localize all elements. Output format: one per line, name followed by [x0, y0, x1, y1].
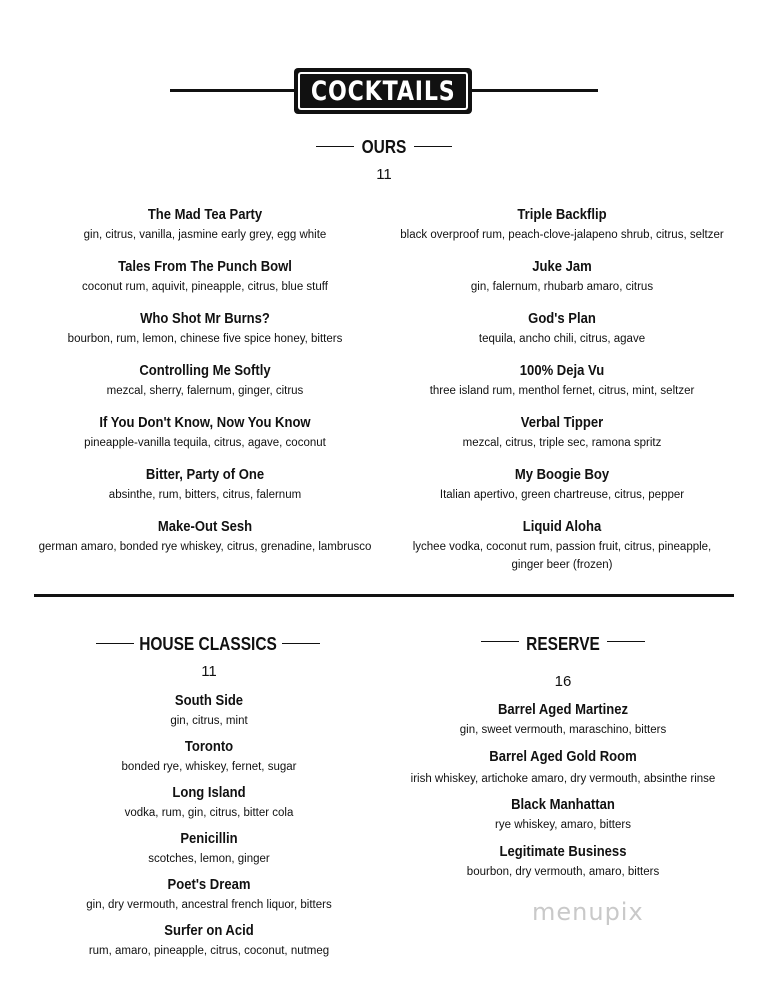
item-desc: mezcal, citrus, triple sec, ramona spritz — [462, 437, 662, 449]
item-name: Black Manhattan — [511, 797, 615, 813]
list-item — [388, 796, 738, 834]
item-name: Liquid Aloha — [522, 519, 602, 535]
item-name: Toronto — [184, 739, 234, 755]
ours-heading: OURS — [361, 137, 407, 157]
list-item — [382, 258, 742, 296]
list-item — [34, 692, 384, 730]
item-desc: black overproof rum, peach-clove-jalapeno shrub, citrus, seltzer — [400, 229, 724, 241]
item-desc: mezcal, sherry, falernum, ginger, citrus — [106, 385, 304, 397]
page-title: COCKTAILS — [310, 75, 456, 107]
item-name: Juke Jam — [532, 259, 592, 275]
item-desc: gin, citrus, mint — [170, 715, 248, 727]
item-name: Penicillin — [180, 831, 238, 847]
item-desc: tequila, ancho chili, citrus, agave — [478, 333, 646, 345]
list-item — [388, 701, 738, 739]
house-rule-left — [96, 643, 134, 644]
item-desc: bonded rye, whiskey, fernet, sugar — [121, 761, 297, 773]
item-name: 100% Deja Vu — [519, 363, 605, 379]
list-item — [30, 466, 380, 504]
list-item — [34, 876, 384, 914]
list-item — [30, 362, 380, 400]
item-desc: bourbon, rum, lemon, chinese five spice honey, bitters — [67, 333, 343, 345]
item-desc: absinthe, rum, bitters, citrus, falernum — [108, 489, 302, 501]
item-desc-continued: ginger beer (frozen) — [511, 559, 613, 571]
ours-rule-left — [316, 146, 354, 147]
item-desc: pineapple-vanilla tequila, citrus, agave, coconut — [84, 437, 326, 449]
item-name: Who Shot Mr Burns? — [140, 311, 270, 327]
item-desc: irish whiskey, artichoke amaro, dry vermouth, absinthe rinse — [410, 773, 716, 785]
item-name: Verbal Tipper — [520, 415, 604, 431]
item-name: My Boogie Boy — [514, 467, 610, 483]
item-name: Make-Out Sesh — [157, 519, 253, 535]
list-item — [382, 206, 742, 244]
watermark: menupix — [532, 898, 644, 926]
reserve-rule-left — [481, 641, 519, 642]
header-rule-left — [170, 89, 296, 92]
item-name: Tales From The Punch Bowl — [118, 259, 292, 275]
list-item — [382, 310, 742, 348]
item-desc: gin, dry vermouth, ancestral french liquor, bitters — [86, 899, 332, 911]
item-desc: gin, citrus, vanilla, jasmine early grey, egg white — [83, 229, 327, 241]
item-name: God's Plan — [528, 311, 596, 327]
list-item — [30, 310, 380, 348]
item-desc: scotches, lemon, ginger — [148, 853, 270, 865]
list-item — [388, 843, 738, 881]
house-classics-price: 11 — [201, 663, 217, 680]
item-desc: coconut rum, aquivit, pineapple, citrus, blue stuff — [82, 281, 328, 293]
item-name: Surfer on Acid — [164, 923, 254, 939]
list-item — [30, 414, 380, 452]
item-name: The Mad Tea Party — [147, 207, 263, 223]
item-desc: three island rum, menthol fernet, citrus, mint, seltzer — [429, 385, 695, 397]
list-item — [34, 922, 384, 960]
reserve-heading: RESERVE — [526, 634, 600, 654]
item-desc: rye whiskey, amaro, bitters — [495, 819, 631, 831]
item-name: If You Don't Know, Now You Know — [99, 415, 311, 431]
house-classics-heading: HOUSE CLASSICS — [139, 634, 277, 654]
list-item — [30, 206, 380, 244]
item-name: South Side — [174, 693, 244, 709]
list-item — [30, 518, 380, 556]
item-desc: bourbon, dry vermouth, amaro, bitters — [466, 866, 660, 878]
list-item — [34, 738, 384, 776]
list-item — [30, 258, 380, 296]
item-name: Legitimate Business — [499, 844, 627, 860]
list-item — [34, 830, 384, 868]
list-item — [382, 414, 742, 452]
item-name: Barrel Aged Martinez — [497, 702, 629, 718]
item-desc: Italian apertivo, green chartreuse, citrus, pepper — [439, 489, 685, 501]
list-item — [388, 748, 738, 788]
item-name: Bitter, Party of One — [145, 467, 265, 483]
item-name: Triple Backflip — [517, 207, 607, 223]
list-item — [382, 518, 742, 574]
title-badge — [294, 68, 472, 114]
header-rule-right — [470, 89, 598, 92]
list-item — [34, 784, 384, 822]
section-divider — [34, 594, 734, 597]
list-item — [382, 362, 742, 400]
ours-rule-right — [414, 146, 452, 147]
item-desc: lychee vodka, coconut rum, passion fruit, citrus, pineapple, — [412, 541, 712, 553]
list-item — [382, 466, 742, 504]
item-desc: vodka, rum, gin, citrus, bitter cola — [124, 807, 294, 819]
item-name: Controlling Me Softly — [139, 363, 271, 379]
item-desc: rum, amaro, pineapple, citrus, coconut, nutmeg — [88, 945, 330, 957]
reserve-rule-right — [607, 641, 645, 642]
house-rule-right — [282, 643, 320, 644]
reserve-price: 16 — [554, 673, 572, 690]
item-desc: gin, sweet vermouth, maraschino, bitters — [459, 724, 667, 736]
item-desc: german amaro, bonded rye whiskey, citrus, grenadine, lambrusco — [38, 541, 372, 553]
item-name: Poet's Dream — [167, 877, 251, 893]
item-desc: gin, falernum, rhubarb amaro, citrus — [470, 281, 654, 293]
ours-price: 11 — [376, 166, 392, 183]
item-name: Barrel Aged Gold Room — [489, 749, 637, 765]
item-name: Long Island — [172, 785, 246, 801]
